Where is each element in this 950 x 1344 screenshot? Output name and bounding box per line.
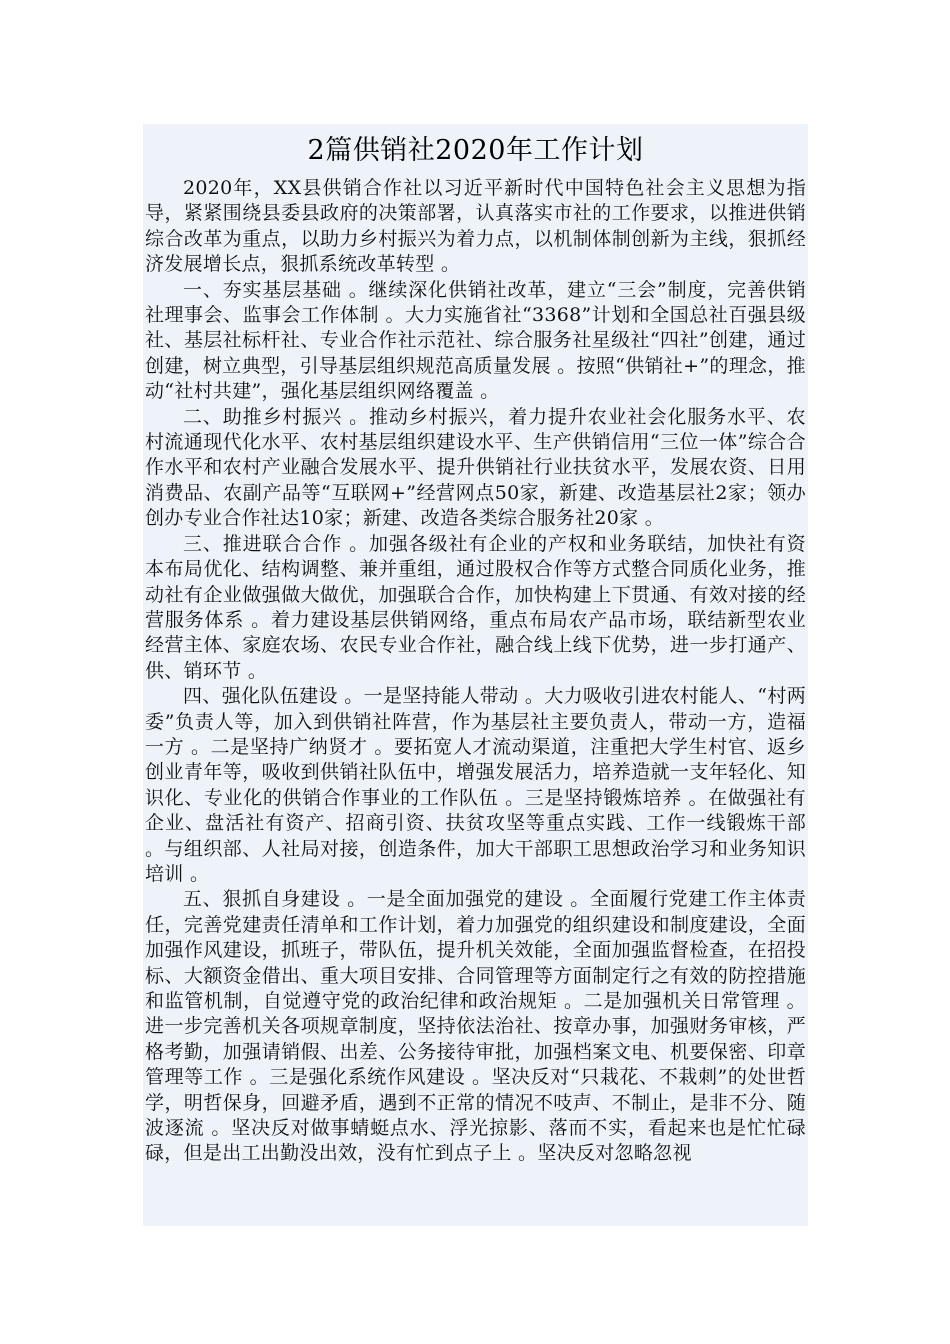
section-4-paragraph: 四、强化队伍建设 。一是坚持能人带动 。大力吸收引进农村能人、“村两委”负责人等，加入到供销社阵营，作为基层社主要负责人，带动一方，造福一方 。二是坚持广纳贤才 。要拓宽人才流动渠道，注重把大学生村官、返乡创业青年等，吸收到供销社队伍中，增强发展活力，培养造就一支年轻化、知识化、专业化的供销合作事业的工作队伍 。三是坚持锻炼培养 。在做强社有企业、盘活社有资产、招商引资、扶贫攻坚等重点实践、工作一线锻炼干部 。与组织部、人社局对接，创造条件，加大干部职工思想政治学习和业务知识培训 。 bbox=[145, 685, 806, 885]
section-5-paragraph: 五、狠抓自身建设 。一是全面加强党的建设 。全面履行党建工作主体责任，完善党建责任清单和工作计划，着力加强党的组织建设和制度建设，全面加强作风建设，抓班子，带队伍，提升机关效能，全面加强监督检查，在招投标、大额资金借出、重大项目安排、合同管理等方面制定行之有效的防控措施和监管机制，自觉遵守党的政治纪律和政治规矩 。二是加强机关日常管理 。进一步完善机关各项规章制度，坚持依法治社、按章办事，加强财务审核，严格考勤，加强请销假、出差、公务接待审批，加强档案文电、机要保密、印章管理等工作 。三是强化系统作风建设 。坚决反对“只栽花、不栽刺”的处世哲学，明哲保身，回避矛盾，遇到不正常的情况不吱声、不制止，是非不分、随波逐流 。坚决反对做事蜻蜓点水、浮光掠影、落而不实，看起来也是忙忙碌碌，但是出工出勤没出效，没有忙到点子上 。坚决反对忽略忽视 bbox=[145, 888, 806, 1165]
section-2-paragraph: 二、助推乡村振兴 。推动乡村振兴，着力提升农业社会化服务水平、农村流通现代化水平、农村基层组织建设水平、生产供销信用“三位一体”综合合作水平和农村产业融合发展水平、提升供销社行业扶贫水平，发展农资、日用消费品、农副产品等“互联网+”经营网点50家，新建、改造基层社2家；领办创办专业合作社达10家；新建、改造各类综合服务社20家 。 bbox=[145, 405, 806, 530]
intro-paragraph: 2020年，XX县供销合作社以习近平新时代中国特色社会主义思想为指导，紧紧围绕县委县政府的决策部署，认真落实市社的工作要求，以推进供销综合改革为重点，以助力乡村振兴为着力点，以机制体制创新为主线，狠抓经济发展增长点，狠抓系统改革转型 。 bbox=[145, 177, 806, 276]
section-1-paragraph: 一、夯实基层基础 。继续深化供销社改革，建立“三会”制度，完善供销社理事会、监事会工作体制 。大力实施省社“3368”计划和全国总社百强县级社、基层社标杆社、专业合作社示范社、综合服务社星级社“四社”创建，通过创建，树立典型，引导基层组织规范高质量发展 。按照“供销社+”的理念，推动“社村共建”，强化基层组织网络覆盖 。 bbox=[145, 278, 806, 403]
document-page bbox=[143, 124, 808, 1226]
document-title: 2篇供销社2020年工作计划 bbox=[307, 135, 644, 166]
document-body bbox=[143, 176, 808, 1167]
section-3-paragraph: 三、推进联合合作 。加强各级社有企业的产权和业务联结，加快社有资本布局优化、结构调整、兼并重组，通过股权合作等方式整合同质化业务，推动社有企业做强做大做优，加强联合合作，加快构建上下贯通、有效对接的经营服务体系 。着力建设基层供销网络，重点布局农产品市场，联结新型农业经营主体、家庭农场、农民专业合作社，融合线上线下优势，进一步打通产、供、销环节 。 bbox=[145, 532, 806, 682]
